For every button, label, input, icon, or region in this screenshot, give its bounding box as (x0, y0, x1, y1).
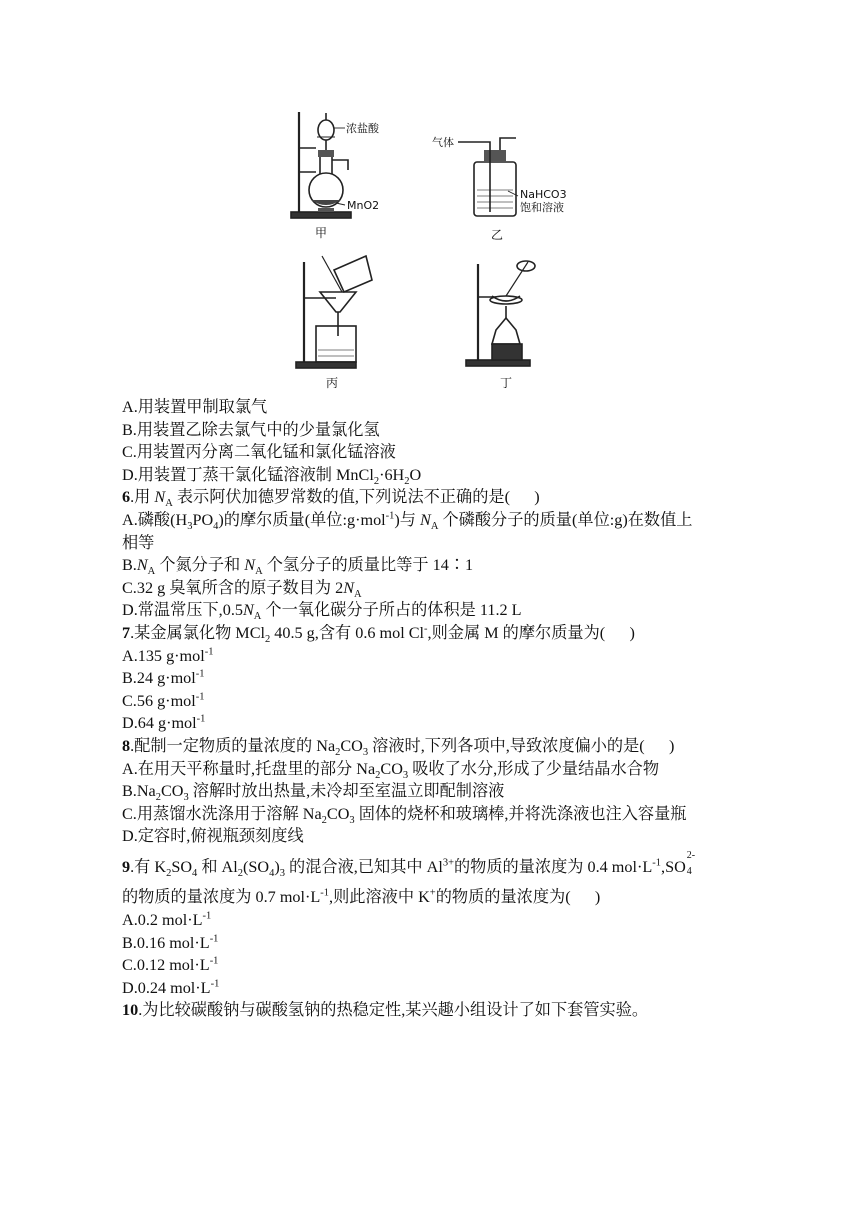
yi-label-gas: 气体 (432, 136, 454, 149)
q5-option-b: B.用装置乙除去氯气中的少量氯化氢 (122, 420, 380, 439)
q10-stem: 10.为比较碳酸钠与碳酸氢钠的热稳定性,某兴趣小组设计了如下套管实验。 (122, 1001, 649, 1020)
yi-label-nahco3: NaHCO3 (520, 188, 567, 201)
q6-option-c: C.32 g 臭氧所含的原子数目为 $2N_A$ (122, 578, 362, 600)
q5-option-c: C.用装置丙分离二氧化锰和氯化锰溶液 (122, 443, 396, 462)
jia-label-mno2: MnO2 (347, 199, 380, 212)
q9-option-b: B.0.16 $mol\cdot L^{-1}$ (122, 933, 219, 952)
apparatus-figures (0, 0, 860, 400)
q6-option-a: A.磷酸$(H_3PO_4)$的摩尔质量(单位:g·mol$^{-1}$)与 $N_A$ 个磷酸分子的质量(单位:g)在数值上 (122, 510, 693, 533)
figure-bing (296, 256, 372, 368)
q7-stem: 7.某金属氯化物 MCl$_2$ 40.5 g,含有 0.6 mol Cl-,则金属 M 的摩尔质量为( ) (122, 623, 635, 646)
q8-option-a: A.在用天平称量时,托盘里的部分 $Na_2CO_3$ 吸收了水分,形成了少量结晶水合物 (122, 759, 660, 781)
q7-option-d: D.64 g·mol$^{-1}$ (122, 713, 206, 733)
q7-option-b: B.24 g·mol$^{-1}$ (122, 668, 205, 688)
figure-jia (291, 112, 351, 218)
question-content (122, 396, 742, 1022)
q9-stem: 9.有 $K_2SO_4$ 和 $Al_2(SO_4)_3$ 的混合液,已知其中 $Al^{3+}$的物质的量浓度为 0.4 $mol\cdot L^{-1},SO$ 2- 4 (122, 849, 696, 880)
jia-label-hcl: 浓盐酸 (346, 122, 379, 135)
q5-option-a: A.用装置甲制取氯气 (122, 398, 268, 416)
q8-option-b: $B.Na_2CO_3$ 溶解时放出热量,未冷却至室温立即配制溶液 (122, 782, 505, 804)
figure-ding (466, 261, 535, 366)
q6-option-b: $B.N_A$ 个氮分子和 $N_A$ 个氢分子的质量比等于 14∶1 (122, 556, 474, 578)
q8-option-d: D.定容时,俯视瓶颈刻度线 (122, 827, 304, 846)
bing-caption: 丙 (326, 376, 339, 390)
q8-option-c: C.用蒸馏水洗涤用于溶解 $Na_2CO_3$ 固体的烧杯和玻璃棒,并将洗涤液也注入容量瓶 (122, 804, 687, 826)
q7-option-a: A.135 g·mol$^{-1}$ (122, 646, 214, 665)
q6-option-a-cont: 相等 (122, 533, 155, 552)
figure-yi (458, 138, 518, 216)
yi-caption: 乙 (491, 228, 504, 242)
q9-option-d: D.0.24 $mol\cdot L^{-1}$ (122, 978, 220, 997)
q8-stem: 8.配制一定物质的量浓度的 $Na_2CO_3$ 溶液时,下列各项中,导致浓度偏小的是( ) (122, 736, 675, 759)
ding-caption: 丁 (500, 376, 513, 390)
yi-label-saturated: 饱和溶液 (520, 201, 564, 214)
q9-stem-cont: 的物质的量浓度为 0.7 $mol\cdot L^{-1}$,则此溶液中 K+的物质的量浓度为( ) (122, 888, 601, 907)
q9-option-c: C.0.12 $mol\cdot L^{-1}$ (122, 955, 219, 975)
q6-option-d: D.常温常压下$,0.5N_A$ 个一氧化碳分子所占的体积是 11.2 L (122, 601, 522, 623)
jia-caption: 甲 (315, 226, 328, 240)
q9-option-a: A.0.2 $mol\cdot L^{-1}$ (122, 910, 212, 930)
q5-option-d: D.用装置丁蒸干氯化锰溶液制 $MnCl_2\cdot 6H_2O$ (122, 465, 422, 488)
q7-option-c: C.56 g·mol$^{-1}$ (122, 691, 205, 710)
q6-stem: 6.用 $N_A$ 表示阿伏加德罗常数的值,下列说法不正确的是( ) (122, 488, 540, 510)
